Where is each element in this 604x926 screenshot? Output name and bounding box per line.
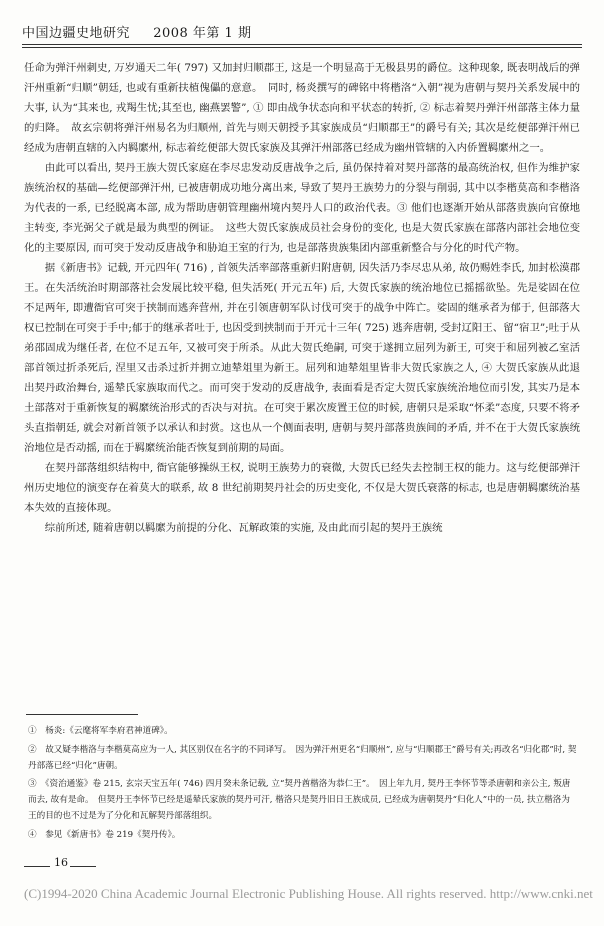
paragraph-5: 综前所述, 随着唐朝以羁縻为前提的分化、瓦解政策的实施, 及由此而引起的契丹王族统 (44, 522, 443, 534)
copyright-watermark: (C)1994-2020 China Academic Journal Electronic Publishing House. All rights reserved. http://www.cnki.net (24, 886, 593, 901)
footnote-4: ④ 参见《新唐书》卷 219《契丹传》。 (28, 829, 181, 840)
footnote-rule (26, 714, 138, 715)
paragraph-4: 在契丹部落组织结构中, 衙官能够操纵王权, 说明王族势力的衰微, 大贺氏已经失去控制王权的能力。这与纥便部弹汗州历史地位的演变存在着莫大的联系, 故 8 世纪前期契丹社会的历史变化, 不仅是大贺氏衰落的标志, 也是唐朝羁縻统治基本失效的直接体现。 (24, 462, 580, 514)
issue-label: 2008 年第 1 期 (153, 26, 252, 41)
header-rule (22, 44, 582, 45)
footnote-1: ① 杨炎:《云麾将军李府君神道碑》。 (28, 726, 173, 736)
paragraph-3: 据《新唐书》记载, 开元四年( 716) , 首领失活率部落重新归附唐朝, 因失活乃李尽忠从弟, 故仍赐姓李氏, 加封松漠郡王。在失活统治时期部落社会发展比较平稳, 但失活死( 开元五年) 后, 大贺氏家族的统治地位已摇摇欲坠。先是娑固在位不足两年, 即遭衙官可突于挟制而逃奔营州, 并在引领唐朝军队讨伐可突于的战争中阵亡。娑固的继承者为郁于, 但部落大权已控制在可突于手中;郁于的继承者吐于, 也因受到挟制而于开元十三年( 725) 逃奔唐朝, 受封辽阳王、留“宿卫”;吐于从弟邵固成为继任者, 在位不足五年, 又被可突于所杀。从此大贺氏绝嗣, 可突于遂拥立屈列为新王, 可突于和屈列被乙室活部首领过折杀死后, 涅里又击杀过折并拥立迪辇俎里为新王。屈列和迪辇俎里皆非大贺氏家族之人, ④ 大贺氏家族从此退出契丹政治舞台, 遥辇氏家族取而代之。而可突于发动的反唐战争, 表面看是否定大贺氏家族统治地位而引发, 其实乃是本土部落对于重新恢复的羁縻统治形式的否决与对抗。在可突于累次废置王位的时候, 唐朝只是采取“怀柔”态度, 只要不将矛头直指朝廷, 就会对新首领予以承认和封赏。这也从一个侧面表明, 唐朝与契丹部落贵族间的矛盾, 并不在于大贺氏家族统治地位是否动摇, 而在于羁縻统治能否恢复到前期的局面。 (24, 262, 580, 454)
article-body (24, 58, 580, 538)
footer-rule-left (24, 866, 50, 867)
journal-title: 中国边疆史地研究 (22, 26, 131, 41)
header-rule-double (22, 47, 582, 48)
footnote-3: ③ 《资治通鉴》卷 215, 玄宗天宝五年( 746) 四月癸未条记载, 立“契丹酋楷洛为恭仁王”。 因上年九月, 契丹王李怀节等杀唐朝和亲公主, 叛唐而去, 故有是命。 但契丹王李怀节已经是遥辇氏家族的契丹可汗, 楷洛只是契丹旧日王族成员, 已经成为唐朝契丹“归化人”中的一员, 扶立楷洛为王的目的也不过是为了分化和瓦解契丹部落组织。 (28, 779, 571, 821)
footnote-2: ② 故又疑李楷洛与李楷莫高应为一人, 其区别仅在名字的不同译写。 因为弹汗州更名“归顺州”, 应与“归顺郡王”爵号有关;再改名“归化郡”时, 契丹部落已经“归化”唐朝。 (28, 744, 577, 771)
paragraph-1: 任命为弹汗州刺史, 万岁通天二年( 797) 又加封归顺郡王, 这是一个明显高于无极县男的爵位。这种现象, 既表明战后的弹汗州重新“归顺”朝廷, 也或有重新扶植傀儡的意意。 同时, 杨炎撰写的碑铭中将楷洛“入朝”视为唐朝与契丹关系发展中的大事, 认为“其来也, 戎羯生忧;其至也, 幽燕罢警”, ① 即由战争状态向和平状态的转折, ② 标志着契丹弹汗州部落主体力量的归降。 故玄宗朝将弹汗州易名为归顺州, 首先与则天朝授予其家族成员“归顺郡王”的爵号有关; 其次是纥便部弹汗州已经成为唐朝直辖的入内羁縻州, 标志着纥便部大贺氏家族及其弹汗州部落已经成为幽州管辖的入内侨置羁縻州之一。 (24, 62, 580, 154)
footnotes (28, 724, 578, 847)
footer-rule-right (70, 866, 96, 867)
running-header (22, 22, 582, 41)
page-number: 16 (54, 856, 68, 869)
paragraph-2: 由此可以看出, 契丹王族大贺氏家庭在李尽忠发动反唐战争之后, 虽仍保持着对契丹部落的最高统治权, 但作为维护家族统治权的基础—纥便部弹汗州, 已被唐朝成功地分离出来, 导致了契丹王族势力的分裂与削弱, 其中以李楷莫高和李楷洛为代表的一系, 已经脱离本部, 成为帮助唐朝管理幽州境内契丹人口的政治代表。③ 他们也逐渐开始从部落贵族向官僚地主转变, 李光弼父子就是最为典型的例证。 这些大贺氏家族成员社会身份的变化, 也是大贺氏家族在部落内部社会地位变化的主要原因, 而可突于发动反唐战争和胁迫王室的行为, 也是部落贵族集团内部重新整合与分化的时代产物。 (24, 162, 580, 254)
